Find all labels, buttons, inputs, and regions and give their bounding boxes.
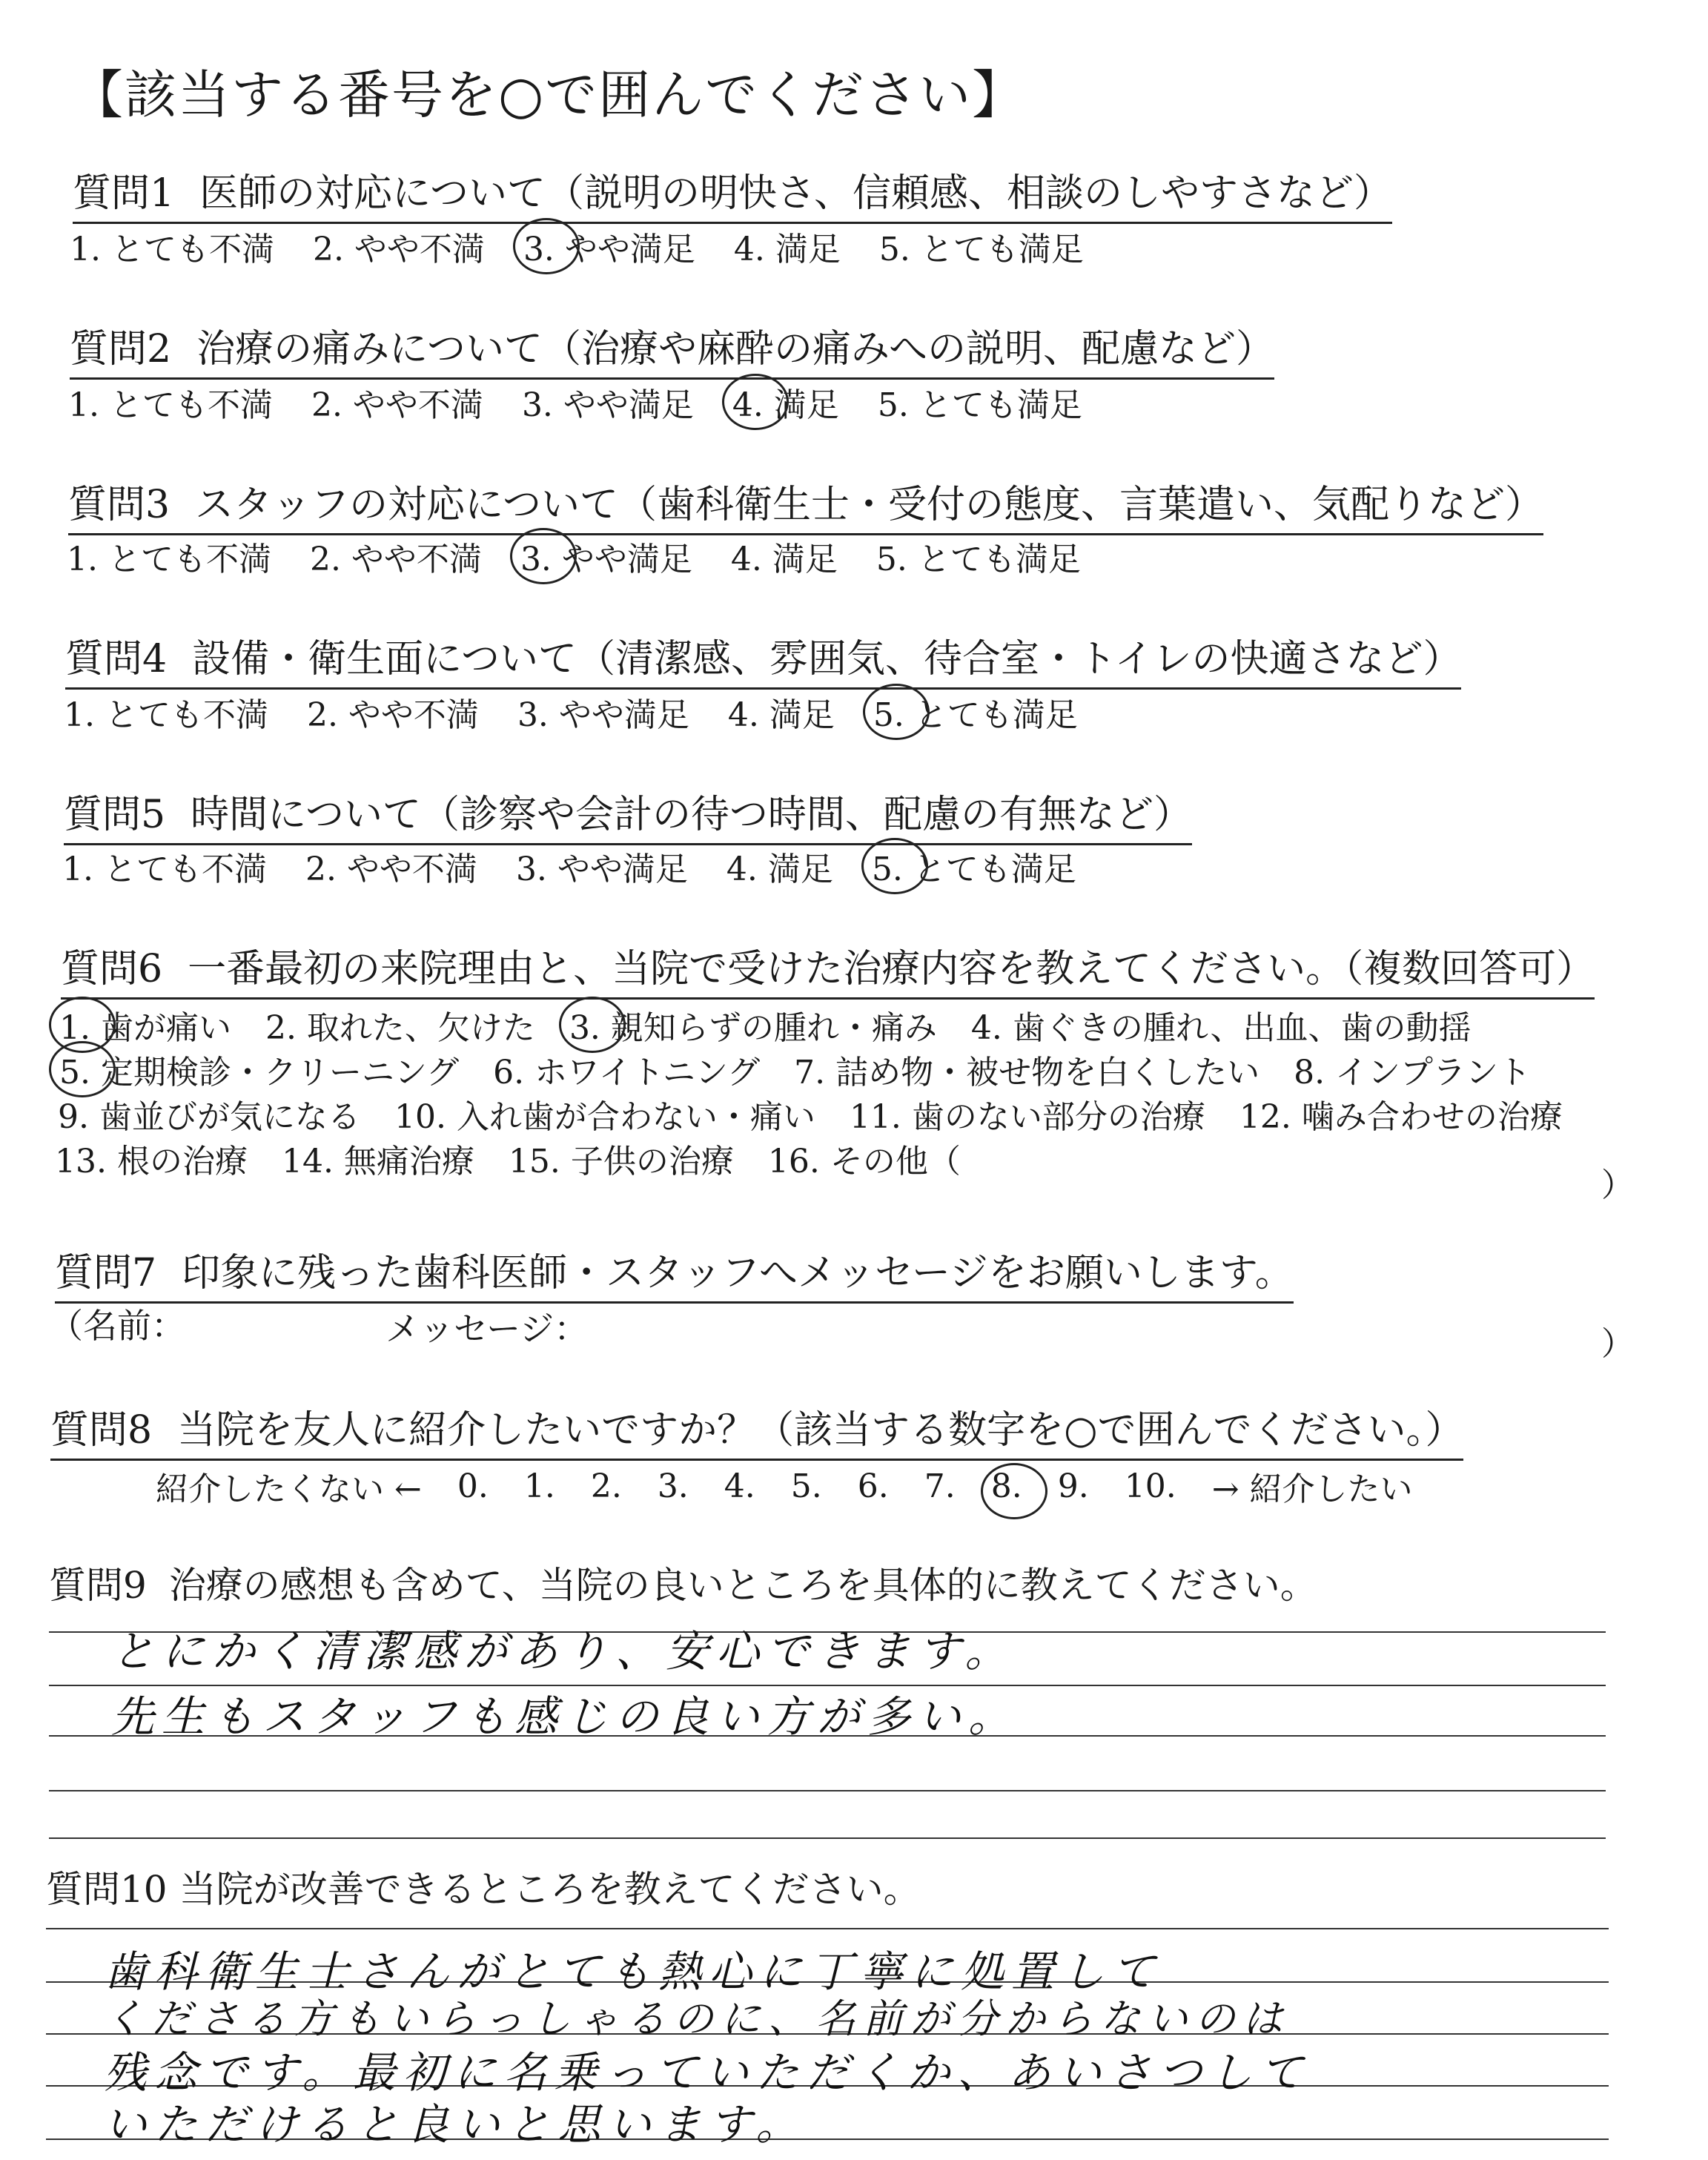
- form-header: 【該当する番号を○で囲んでください】: [71, 65, 1026, 125]
- question-3-title: [68, 473, 1543, 535]
- q3-option-5[interactable]: 5. とても満足: [875, 541, 1081, 578]
- q3-option-4[interactable]: 4. 満足: [730, 541, 838, 578]
- q6-option-7[interactable]: 7. 詰め物・被せ物を白くしたい: [794, 1054, 1260, 1091]
- question-6-title: [61, 937, 1595, 1000]
- q1-option-5[interactable]: 5. とても満足: [878, 231, 1084, 268]
- question-3-text: スタッフの対応について（歯科衛生士・受付の態度、言葉遣い、気配りなど）: [195, 483, 1544, 527]
- q8-scale-1[interactable]: 1.: [523, 1467, 555, 1505]
- question-3-number: 質問3: [68, 483, 171, 527]
- question-7-number: 質問7: [55, 1251, 157, 1295]
- q1-option-2[interactable]: 2. やや不満: [312, 231, 485, 268]
- q5-option-4[interactable]: 4. 満足: [726, 851, 833, 888]
- question-9-number: 質問9: [49, 1564, 147, 1607]
- q8-scale-7[interactable]: 7.: [924, 1467, 956, 1505]
- q8-scale-2[interactable]: 2.: [590, 1467, 622, 1505]
- q2-option-3[interactable]: 3. やや満足: [521, 386, 694, 424]
- q3-option-3-selected[interactable]: 3. やや満足: [520, 532, 692, 580]
- q10-handwritten-answer-1: 歯科衛生士さんがとても熱心に丁寧に処置して: [104, 1946, 1163, 1997]
- q5-option-2[interactable]: 2. やや不満: [305, 851, 477, 888]
- q8-right-label: → 紹介したい: [1211, 1470, 1413, 1508]
- q8-scale-6[interactable]: 6.: [857, 1467, 889, 1505]
- q6-option-2[interactable]: 2. 取れた、欠けた: [265, 1009, 535, 1047]
- q3-option-1[interactable]: 1. とても不満: [67, 541, 271, 578]
- question-1-text: 医師の対応について（説明の明快さ、信頼感、相談のしやすさなど）: [199, 171, 1392, 216]
- q6-option-16-other[interactable]: 16. その他（: [767, 1143, 961, 1180]
- q6-option-10[interactable]: 10. 入れ歯が合わない・痛い: [394, 1098, 815, 1136]
- q4-option-5-selected[interactable]: 5. とても満足: [873, 688, 1078, 736]
- q10-handwritten-answer-2: くださる方もいらっしゃるのに、名前が分からないのは: [104, 1995, 1290, 2042]
- q8-scale-5[interactable]: 5.: [790, 1467, 822, 1505]
- q6-option-9[interactable]: 9. 歯並びが気になる: [58, 1098, 360, 1136]
- question-1-options: [70, 222, 1084, 270]
- q7-close-paren: ）: [1601, 1325, 1634, 1363]
- q6-option-14[interactable]: 14. 無痛治療: [281, 1143, 474, 1180]
- q6-row-1: [59, 1001, 1472, 1048]
- question-9-text: 治療の感想も含めて、当院の良いところを具体的に教えてください。: [168, 1564, 1317, 1607]
- q8-scale-10[interactable]: 10.: [1124, 1467, 1176, 1505]
- question-2-options: [68, 378, 1082, 426]
- q6-option-6[interactable]: 6. ホワイトニング: [493, 1054, 761, 1091]
- question-10-title: [46, 1860, 921, 1913]
- q6-option-12[interactable]: 12. 噛み合わせの治療: [1239, 1098, 1563, 1136]
- q8-recommend-scale: [156, 1462, 1413, 1510]
- q7-name-field[interactable]: （名前：: [49, 1306, 185, 1346]
- q8-scale-0[interactable]: 0.: [457, 1467, 489, 1505]
- q1-option-3-selected[interactable]: 3. やや満足: [523, 222, 695, 270]
- question-9-title: [49, 1556, 1317, 1609]
- question-3-options: [67, 532, 1081, 580]
- q5-option-3[interactable]: 3. やや満足: [515, 851, 688, 888]
- q9-handwritten-answer-2: 先生もスタッフも感じの良い方が多い。: [111, 1691, 1019, 1742]
- q10-handwritten-answer-3: 残念です。最初に名乗っていただくか、あいさつして: [104, 2047, 1311, 2098]
- q4-option-2[interactable]: 2. やや不満: [306, 696, 479, 734]
- q6-option-13[interactable]: 13. 根の治療: [55, 1143, 248, 1180]
- question-7-text: 印象に残った歯科医師・スタッフへメッセージをお願いします。: [182, 1251, 1294, 1295]
- q5-option-5-selected[interactable]: 5. とても満足: [872, 842, 1076, 890]
- question-6-text: 一番最初の来院理由と、当院で受けた治療内容を教えてください。（複数回答可）: [188, 947, 1595, 991]
- q6-option-11[interactable]: 11. 歯のない部分の治療: [849, 1098, 1205, 1136]
- question-4-title: [65, 627, 1461, 690]
- question-5-text: 時間について（診察や会計の待つ時間、配慮の有無など）: [191, 793, 1193, 837]
- q8-scale-3[interactable]: 3.: [657, 1467, 689, 1505]
- q6-row-4: [55, 1135, 961, 1182]
- q8-left-label: 紹介したくない ←: [156, 1470, 422, 1508]
- q5-option-1[interactable]: 1. とても不満: [62, 851, 267, 888]
- q9-answer-line-4: [49, 1790, 1606, 1791]
- question-1-title: [73, 162, 1392, 224]
- q8-scale-8-selected[interactable]: 8.: [990, 1467, 1022, 1505]
- q3-option-2[interactable]: 2. やや不満: [309, 541, 482, 578]
- q8-scale-9[interactable]: 9.: [1057, 1467, 1089, 1505]
- q2-option-1[interactable]: 1. とても不満: [68, 386, 273, 424]
- q2-option-5[interactable]: 5. とても満足: [877, 386, 1082, 424]
- question-7-title: [55, 1241, 1294, 1304]
- q6-row-3: [58, 1090, 1563, 1137]
- q10-handwritten-answer-4: いただけると良いと思います。: [104, 2099, 807, 2150]
- question-5-options: [62, 842, 1076, 890]
- q6-option-8[interactable]: 8. インプラント: [1294, 1054, 1532, 1091]
- question-6-number: 質問6: [61, 947, 163, 991]
- q4-option-1[interactable]: 1. とても不満: [64, 696, 268, 734]
- question-2-title: [70, 317, 1274, 380]
- q1-option-1[interactable]: 1. とても不満: [70, 231, 274, 268]
- q6-option-5-selected[interactable]: 5. 定期検診・クリーニング: [59, 1046, 459, 1093]
- q2-option-2[interactable]: 2. やや不満: [311, 386, 483, 424]
- q8-scale-4[interactable]: 4.: [724, 1467, 755, 1505]
- question-8-number: 質問8: [50, 1408, 153, 1453]
- q6-option-1-selected[interactable]: 1. 歯が痛い: [59, 1001, 231, 1048]
- q9-handwritten-answer-1: とにかく清潔感があり、安心できます。: [111, 1626, 1016, 1677]
- question-2-number: 質問2: [70, 327, 172, 371]
- q4-option-4[interactable]: 4. 満足: [727, 696, 835, 734]
- q6-row-2: [59, 1046, 1531, 1093]
- q10-answer-line-1: [46, 1928, 1609, 1929]
- q9-answer-line-5: [49, 1837, 1606, 1839]
- question-10-text: 当院が改善できるところを教えてください。: [179, 1868, 921, 1911]
- q6-other-close-paren: ）: [1601, 1166, 1634, 1204]
- q2-option-4-selected[interactable]: 4. 満足: [732, 378, 839, 426]
- q7-message-field[interactable]: メッセージ：: [385, 1309, 589, 1349]
- q6-option-4[interactable]: 4. 歯ぐきの腫れ、出血、歯の動揺: [970, 1009, 1472, 1047]
- question-8-title: [50, 1398, 1463, 1461]
- q6-option-15[interactable]: 15. 子供の治療: [508, 1143, 734, 1180]
- q1-option-4[interactable]: 4. 満足: [733, 231, 841, 268]
- q6-option-3-selected[interactable]: 3. 親知らずの腫れ・痛み: [569, 1001, 937, 1048]
- question-4-number: 質問4: [65, 637, 168, 681]
- question-8-text: 当院を友人に紹介したいですか？（該当する数字を○で囲んでください。）: [177, 1408, 1464, 1453]
- question-1-number: 質問1: [73, 171, 175, 216]
- q4-option-3[interactable]: 3. やや満足: [517, 696, 689, 734]
- question-2-text: 治療の痛みについて（治療や麻酔の痛みへの説明、配慮など）: [196, 327, 1275, 371]
- question-5-title: [64, 783, 1192, 845]
- question-4-text: 設備・衛生面について（清潔感、雰囲気、待合室・トイレの快適さなど）: [192, 637, 1462, 681]
- question-5-number: 質問5: [64, 793, 166, 837]
- question-4-options: [64, 688, 1078, 736]
- question-10-number: 質問10: [46, 1868, 168, 1911]
